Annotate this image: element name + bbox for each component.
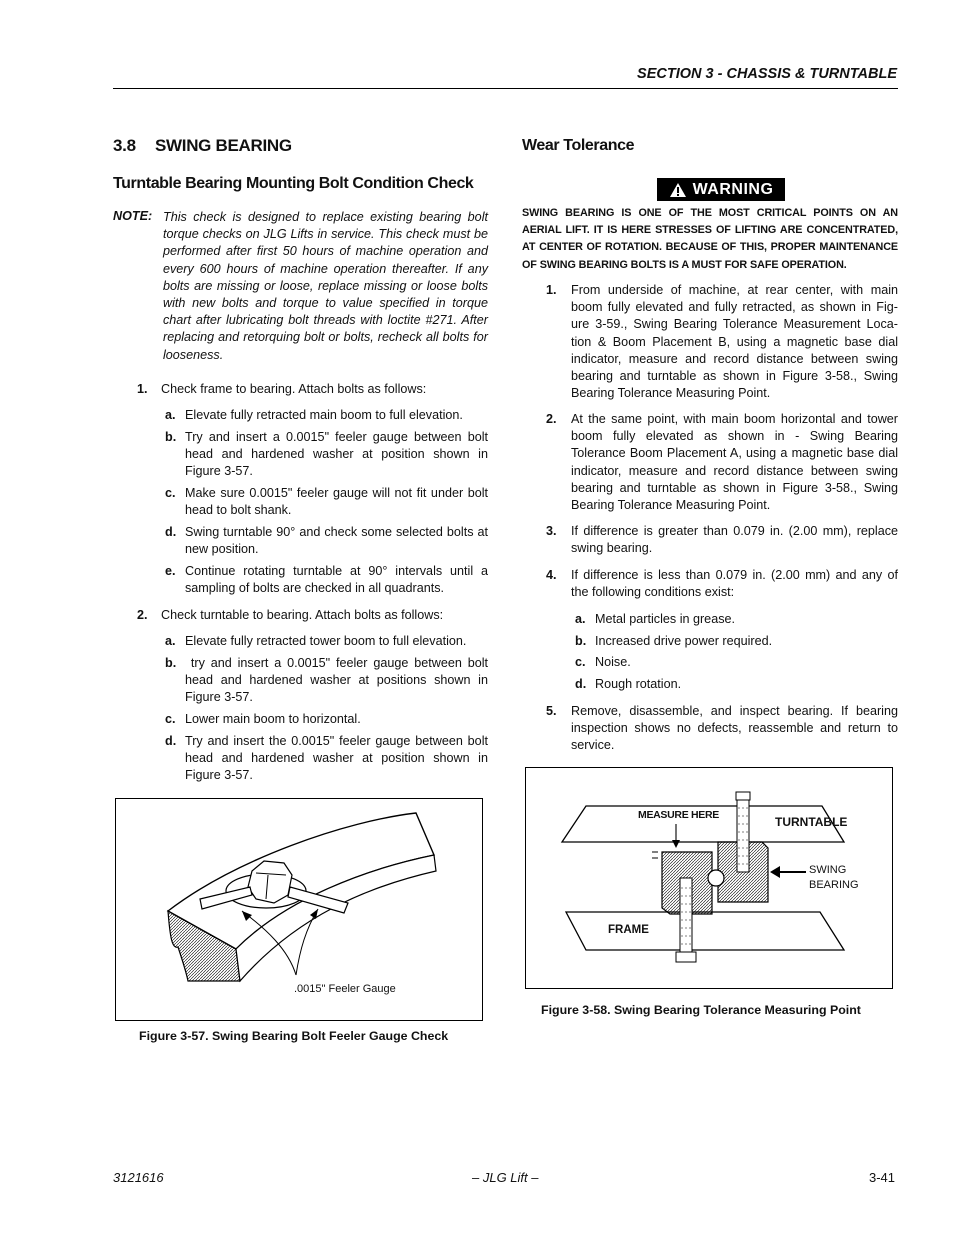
sub-text: Try and insert a 0.0015" feeler gauge between bolt head and hardened washer at position shown in Figure 3-57. bbox=[185, 430, 488, 479]
warning-text: SWING BEARING IS ONE OF THE MOST CRITICAL POINTS ON AN AERIAL LIFT. IT IS HERE STRESSES OF LIFTING ARE CONCENTRATED, AT CENTER OF ROTATION. BECAUSE OF THIS, PROPER MAINTENANCE OF SWING BEARING BOLTS IS A MUST FOR SAFE OPERATION. bbox=[522, 207, 898, 271]
step-number: 3. bbox=[546, 524, 557, 538]
bolt-step-2c bbox=[165, 711, 488, 728]
wear-step-4d bbox=[575, 676, 681, 693]
step-text: If difference is less than 0.079 in. (2.00 mm) and any of the following conditions exist: bbox=[571, 568, 898, 600]
footer-page-number: 3-41 bbox=[869, 1170, 896, 1185]
wear-step-4c bbox=[575, 654, 631, 671]
bolt-step-1c bbox=[165, 485, 488, 519]
step-text: From underside of machine, at rear center, with main boom fully elevated and fully retracted, as shown in Fig-ure 3-59., Swing Bearing Tolerance Measurement Loca-tion & Boom Placement B, using a magnetic base dial indicator, measure and record distance between swing bearing and turntable as shown in Figure 3-58., Swing Bearing Tolerance Measuring Point. bbox=[571, 283, 898, 401]
step-number: 1. bbox=[137, 382, 148, 396]
sub-label: a. bbox=[575, 612, 586, 626]
bolt-step-1b bbox=[165, 429, 488, 481]
step-number: 2. bbox=[546, 412, 557, 426]
warning-badge bbox=[657, 178, 785, 201]
sub-label: d. bbox=[165, 525, 177, 539]
bolt-step-1d bbox=[165, 524, 488, 558]
wear-step-2 bbox=[546, 411, 898, 514]
wear-step-4b bbox=[575, 633, 772, 650]
bolt-step-2a bbox=[165, 633, 488, 650]
sub-text: Noise. bbox=[595, 655, 631, 669]
sub-label: a. bbox=[165, 634, 176, 648]
section-header: SECTION 3 - CHASSIS & TURNTABLE bbox=[637, 66, 897, 82]
step-number: 4. bbox=[546, 568, 557, 582]
wear-step-5 bbox=[546, 703, 898, 755]
wear-tolerance-heading: Wear Tolerance bbox=[522, 137, 635, 154]
wear-step-1 bbox=[546, 282, 898, 402]
step-number: 2. bbox=[137, 608, 148, 622]
turntable-label: TURNTABLE bbox=[775, 815, 848, 829]
warning-label: WARNING bbox=[692, 180, 774, 198]
bolt-step-2 bbox=[137, 607, 488, 624]
sub-text: Continue rotating turntable at 90° intervals until a sampling of bolts are checked in all quadrants. bbox=[185, 564, 488, 596]
sub-label: d. bbox=[165, 734, 177, 748]
sub-text: Try and insert the 0.0015" feeler gauge between bolt head and hardened washer at position shown in Figure 3-57. bbox=[185, 734, 488, 783]
step-text: At the same point, with main boom horizontal and tower boom fully elevated as shown in - Swing Bearing Tolerance Boom Placement A, using a magnetic base dial indicator, measure and record distance between swing bearing and turntable as shown in Figure 3-58., Swing Bearing Tolerance Measuring Point. bbox=[571, 412, 898, 513]
bolt-step-2b bbox=[165, 655, 492, 707]
sub-text: Lower main boom to horizontal. bbox=[185, 712, 361, 726]
figure-3-58 bbox=[525, 767, 893, 989]
sub-label: e. bbox=[165, 564, 176, 578]
bolt-step-1e bbox=[165, 563, 488, 597]
sub-label: b. bbox=[575, 634, 587, 648]
sub-label: b. bbox=[165, 430, 177, 444]
sub-label: c. bbox=[165, 486, 176, 500]
figure-3-57 bbox=[115, 798, 483, 1021]
step-number: 5. bbox=[546, 704, 557, 718]
bolt-check-heading: Turntable Bearing Mounting Bolt Condition Check bbox=[113, 175, 474, 192]
figure-3-58-caption: Figure 3-58. Swing Bearing Tolerance Measuring Point bbox=[541, 1003, 861, 1017]
footer-doc-number: 3121616 bbox=[113, 1170, 164, 1185]
wear-step-4 bbox=[546, 567, 898, 601]
bolt-step-2d bbox=[165, 733, 488, 785]
sub-text: Elevate fully retracted tower boom to full elevation. bbox=[185, 634, 467, 648]
frame-label: FRAME bbox=[608, 924, 649, 936]
sub-label: d. bbox=[575, 677, 587, 691]
sub-label: b. bbox=[165, 656, 177, 670]
feeler-gauge-label: .0015" Feeler Gauge bbox=[294, 983, 396, 995]
section-title: SWING BEARING bbox=[155, 136, 292, 155]
step-text: Remove, disassemble, and inspect bearing. If bearing inspection shows no defects, reassemble and return to service. bbox=[571, 704, 898, 753]
warning-icon bbox=[669, 182, 687, 198]
swing-label: SWING bbox=[809, 864, 847, 876]
wear-step-4a bbox=[575, 611, 735, 628]
measure-here-label: MEASURE HERE bbox=[638, 809, 719, 821]
footer-center: – JLG Lift – bbox=[472, 1170, 539, 1185]
sub-text: try and insert a 0.0015" feeler gauge between bolt head and hardened washer at positions shown in Figure 3-57. bbox=[185, 656, 492, 705]
sub-text: Metal particles in grease. bbox=[595, 612, 735, 626]
bolt-step-1a bbox=[165, 407, 488, 424]
step-text: Check frame to bearing. Attach bolts as follows: bbox=[161, 382, 427, 396]
header-rule bbox=[113, 88, 898, 89]
sub-label: c. bbox=[165, 712, 176, 726]
sub-text: Make sure 0.0015" feeler gauge will not fit under bolt head to bolt shank. bbox=[185, 486, 488, 518]
step-number: 1. bbox=[546, 283, 557, 297]
bearing-label: BEARING bbox=[809, 879, 859, 891]
step-text: If difference is greater than 0.079 in. (2.00 mm), replace swing bearing. bbox=[571, 524, 898, 556]
wear-step-3 bbox=[546, 523, 898, 557]
sub-text: Elevate fully retracted main boom to full elevation. bbox=[185, 408, 463, 422]
note-label: NOTE: bbox=[113, 209, 153, 223]
bolt-step-1 bbox=[137, 381, 488, 398]
sub-label: c. bbox=[575, 655, 586, 669]
sub-text: Swing turntable 90° and check some selected bolts at new position. bbox=[185, 525, 488, 557]
note-text: This check is designed to replace existing bearing bolt torque checks on JLG Lifts in service. This check must be performed after first 50 hours of machine operation and every 600 hours of machine operation thereafter. If any bolts are missing or loose, replace missing or loose bolts with new bolts and torque to value specified in torque chart after lubricating bolt threads with loctite #271. After replacing and retorquing bolt or bolts, recheck all bolts for looseness. bbox=[163, 210, 488, 362]
figure-3-57-caption: Figure 3-57. Swing Bearing Bolt Feeler Gauge Check bbox=[139, 1029, 449, 1043]
section-number: 3.8 bbox=[113, 136, 136, 155]
sub-text: Increased drive power required. bbox=[595, 634, 773, 648]
section-heading bbox=[113, 136, 292, 156]
step-text: Check turntable to bearing. Attach bolts as follows: bbox=[161, 608, 444, 622]
sub-label: a. bbox=[165, 408, 176, 422]
sub-text: Rough rotation. bbox=[595, 677, 682, 691]
swing-bearing-diagram bbox=[526, 768, 892, 988]
